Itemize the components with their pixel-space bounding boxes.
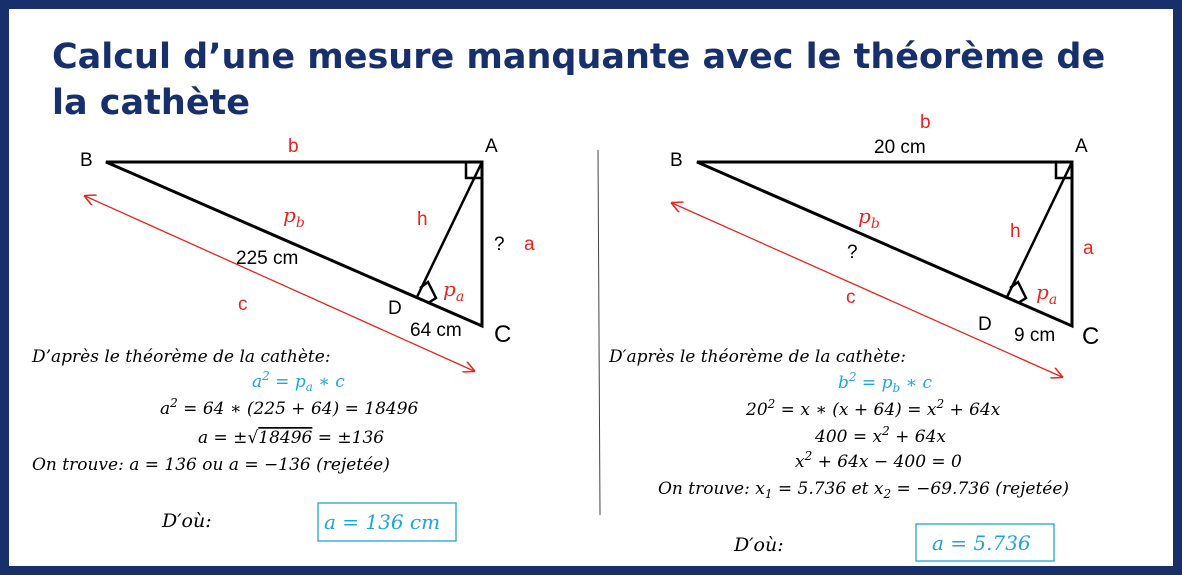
right-formula: $b^2 = p_b$ ∗ c xyxy=(838,370,933,395)
left-vertex-C: C xyxy=(494,321,512,348)
left-result: a = 136 cm xyxy=(324,510,441,534)
right-step-3: $x^2 + 64x - 400 = 0$ xyxy=(795,449,962,472)
left-solution-intro: D’après le théorème de la cathète: xyxy=(32,347,331,367)
right-vertex-D: D xyxy=(978,314,992,335)
left-formula: $a^2 = p_a$ ∗ c xyxy=(252,369,345,394)
left-measure-DC: 64 cm xyxy=(410,320,462,341)
left-label-pa: $p_a$ xyxy=(443,277,465,305)
left-solution xyxy=(31,347,456,541)
left-vertex-B: B xyxy=(80,150,93,171)
right-vertex-A: A xyxy=(1075,136,1088,157)
right-measure-BD: ? xyxy=(847,242,858,263)
left-step-1: $a^2 = 64$ ∗ (225 + 64) = 18496 xyxy=(160,396,419,419)
left-measure-AC: ? xyxy=(494,234,505,255)
right-label-pb: $p_b$ xyxy=(858,204,880,232)
left-measure-BD: 225 cm xyxy=(236,248,299,269)
column-divider xyxy=(598,150,600,515)
right-vertex-B: B xyxy=(670,150,683,171)
left-vertex-A: A xyxy=(485,136,498,157)
right-label-h: h xyxy=(1010,221,1021,242)
left-donc-label: D′où: xyxy=(162,510,212,532)
left-label-b: b xyxy=(288,136,299,157)
left-step-3: On trouve: a = 136 ou a = −136 (rejetée) xyxy=(32,455,390,475)
left-vertex-D: D xyxy=(388,298,402,319)
right-measure-BA: 20 cm xyxy=(874,137,926,158)
left-label-c: c xyxy=(238,294,248,315)
left-label-pb: $p_b$ xyxy=(283,203,305,231)
right-label-pa: $p_a$ xyxy=(1036,280,1058,308)
right-step-2: $400 = x^2 + 64x$ xyxy=(815,424,947,447)
page-title: Calcul d’une mesure manquante avec le théorème de la cathète xyxy=(52,37,1106,123)
right-measure-DC: 9 cm xyxy=(1014,325,1056,346)
right-solution xyxy=(608,347,1069,561)
right-triangle-outline xyxy=(697,162,1072,326)
right-solution-intro: D′après le théorème de la cathète: xyxy=(609,347,907,367)
right-step-4: On trouve: $x_1 = 5.736$ et $x_2 = -69.736$ (rejetée) xyxy=(658,479,1070,501)
right-label-a: a xyxy=(1083,238,1094,259)
left-triangle-outline xyxy=(106,162,482,326)
right-triangle xyxy=(672,162,1072,377)
left-label-h: h xyxy=(417,209,428,230)
right-vertex-C: C xyxy=(1082,323,1100,350)
left-step-2: a = ±√18496 = ±136 xyxy=(198,428,385,448)
left-label-a: a xyxy=(524,234,535,255)
right-donc-label: D′où: xyxy=(734,534,784,556)
right-label-c: c xyxy=(846,287,856,308)
right-step-1: $20^2 = x$ ∗ $(x + 64) = x^2 + 64x$ xyxy=(746,397,1001,420)
left-hypotenuse-arrow xyxy=(85,196,474,371)
right-label-b: b xyxy=(920,112,931,133)
right-result: a = 5.736 xyxy=(932,531,1031,555)
